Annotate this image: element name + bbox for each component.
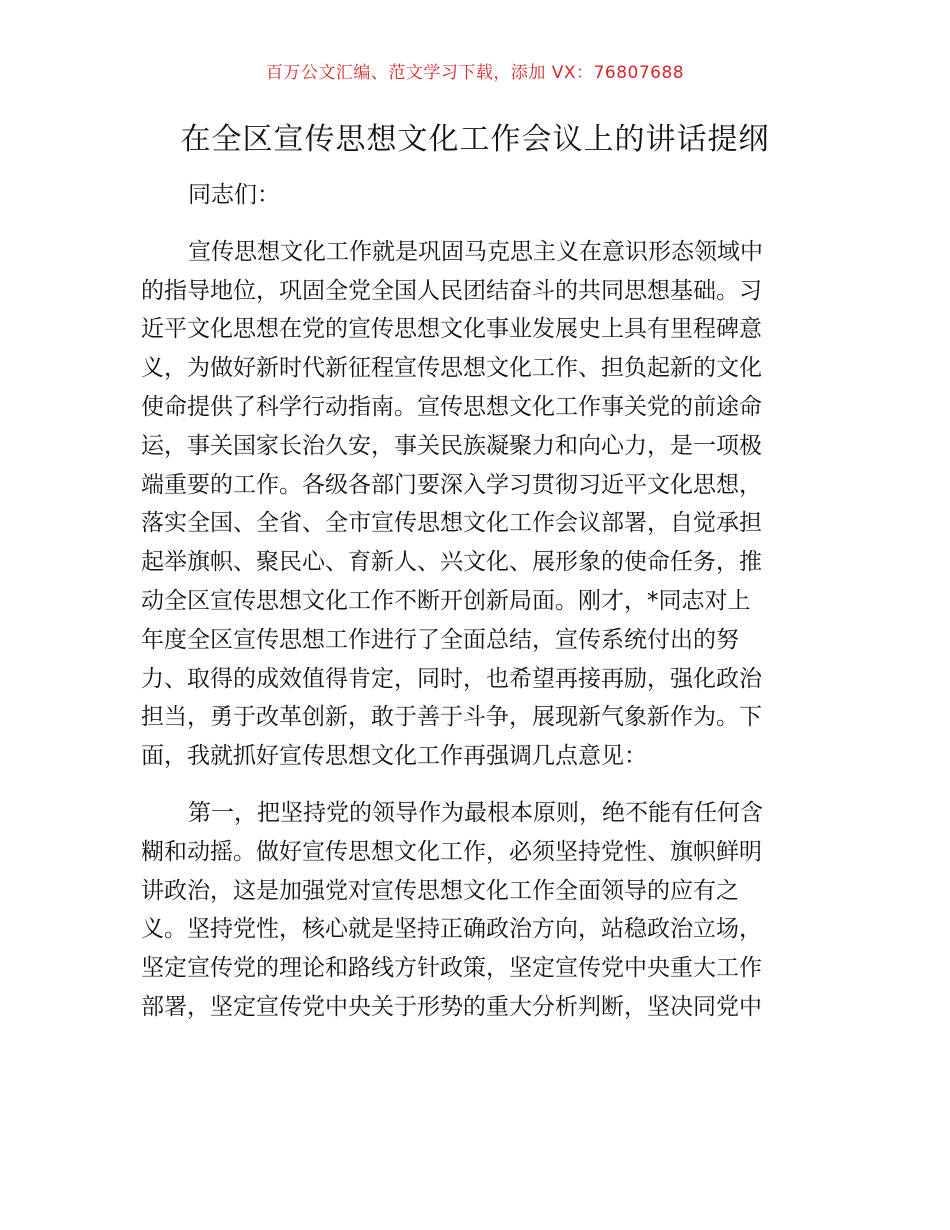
paragraph-2 <box>141 794 813 1027</box>
paragraph-line: 的指导地位，巩固全党全国人民团结奋斗的共同思想基础。习 <box>141 277 762 304</box>
paragraph-line: 落实全国、全省、全市宣传思想文化工作会议部署，自觉承担 <box>141 510 762 537</box>
paragraph-line: 动全区宣传思想文化工作不断开创新局面。刚才，*同志对上 <box>141 587 751 614</box>
paragraph-1 <box>141 233 813 776</box>
paragraph-line: 糊和动摇。做好宣传思想文化工作，必须坚持党性、旗帜鲜明 <box>141 838 762 865</box>
paragraph-line: 义，为做好新时代新征程宣传思想文化工作、担负起新的文化 <box>141 355 762 382</box>
paragraph-line: 担当，勇于改革创新，敢于善于斗争，展现新气象新作为。下 <box>141 704 762 731</box>
paragraph-line: 端重要的工作。各级各部门要深入学习贯彻习近平文化思想， <box>141 471 762 498</box>
paragraph-line: 起举旗帜、聚民心、育新人、兴文化、展形象的使命任务，推 <box>141 549 762 576</box>
paragraph-line: 面，我就抓好宣传思想文化工作再强调几点意见： <box>141 743 647 770</box>
salutation: 同志们： <box>188 182 280 208</box>
paragraph-line: 使命提供了科学行动指南。宣传思想文化工作事关党的前途命 <box>141 393 762 420</box>
paragraph-line: 力、取得的成效值得肯定，同时，也希望再接再励，强化政治 <box>141 665 762 692</box>
paragraph-line: 义。坚持党性，核心就是坚持正确政治方向，站稳政治立场， <box>141 916 762 943</box>
paragraph-line: 第一，把坚持党的领导作为最根本原则，绝不能有任何含 <box>188 799 763 826</box>
paragraph-line: 坚定宣传党的理论和路线方针政策，坚定宣传党中央重大工作 <box>141 955 762 982</box>
paragraph-line: 部署，坚定宣传党中央关于形势的重大分析判断，坚决同党中 <box>141 993 762 1020</box>
watermark-banner: 百万公文汇编、范文学习下载，添加 VX：76807688 <box>265 63 685 83</box>
paragraph-line: 宣传思想文化工作就是巩固马克思主义在意识形态领域中 <box>188 238 763 265</box>
document-body <box>141 176 813 1027</box>
paragraph-line: 运，事关国家长治久安，事关民族凝聚力和向心力，是一项极 <box>141 432 762 459</box>
document-title: 在全区宣传思想文化工作会议上的讲话提纲 <box>180 122 770 157</box>
paragraph-line: 讲政治，这是加强党对宣传思想文化工作全面领导的应有之 <box>141 877 739 904</box>
paragraph-line: 近平文化思想在党的宣传思想文化事业发展史上具有里程碑意 <box>141 316 762 343</box>
paragraph-line: 年度全区宣传思想工作进行了全面总结，宣传系统付出的努 <box>141 626 739 653</box>
